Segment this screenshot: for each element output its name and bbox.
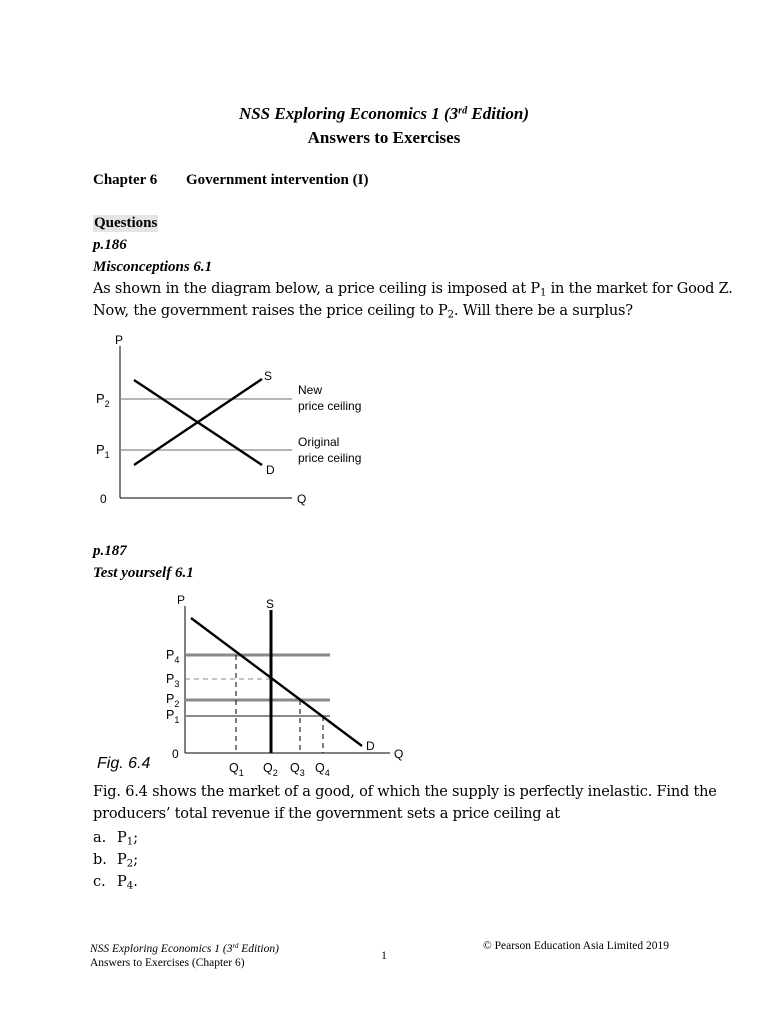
- document-title: NSS Exploring Economics 1 (3rd Edition): [238, 104, 530, 123]
- page-number: 1: [381, 950, 387, 962]
- supply-label: S: [264, 369, 273, 383]
- chapter-number: Chapter 6: [93, 172, 158, 188]
- origin-label: 0: [100, 492, 107, 506]
- q-axis-label: Q: [297, 492, 307, 506]
- section-heading-misconceptions: Misconceptions 6.1: [93, 259, 213, 275]
- copyright-notice: © Pearson Education Asia Limited 2019: [483, 940, 669, 952]
- question-text-line: producers’ total revenue if the government sets a price ceiling at: [93, 806, 560, 822]
- footer-book-subtitle: Answers to Exercises (Chapter 6): [90, 956, 245, 969]
- q3-label: $Q_3$: [290, 761, 305, 778]
- p-axis-label: P: [177, 593, 186, 607]
- original-ceiling-label-2: price ceiling: [298, 451, 362, 465]
- price-ceiling-diagram: [90, 328, 390, 513]
- document-subtitle: Answers to Exercises: [307, 128, 461, 147]
- origin-label: 0: [172, 747, 179, 761]
- answer-option-c: c. $P_4$.: [93, 874, 138, 892]
- p2-label: $P_2$: [96, 391, 110, 409]
- p3-label: $P_3$: [166, 672, 180, 689]
- new-ceiling-label-2: price ceiling: [298, 399, 362, 413]
- q1-label: $Q_1$: [229, 761, 244, 778]
- demand-label: D: [366, 739, 375, 753]
- p-axis-label: P: [115, 333, 124, 347]
- p1-label: $P_1$: [96, 442, 110, 460]
- footer-book-title: NSS Exploring Economics 1 (3rd Edition): [90, 942, 279, 955]
- fig-6-4-diagram: [90, 588, 410, 778]
- answer-option-b: b. $P_2$;: [93, 852, 139, 870]
- chapter-title: Government intervention (I): [186, 172, 369, 188]
- supply-label: S: [266, 597, 275, 611]
- q2-label: $Q_2$: [263, 761, 278, 778]
- page-reference-1: p.186: [93, 237, 127, 253]
- p1-label: $P_1$: [166, 708, 180, 725]
- p2-label: $P_2$: [166, 692, 180, 709]
- chapter-heading: [93, 172, 368, 189]
- page-reference-2: p.187: [93, 543, 127, 559]
- original-ceiling-label-1: Original: [298, 435, 340, 449]
- section-heading-test-yourself: Test yourself 6.1: [93, 565, 194, 581]
- question-text-line: Now, the government raises the price ceiling to $P_2$. Will there be a surplus?: [93, 303, 633, 321]
- demand-curve: [191, 618, 362, 746]
- p4-label: $P_4$: [166, 648, 180, 665]
- q-axis-label: Q: [394, 747, 404, 761]
- figure-label: Fig. 6.4: [97, 755, 151, 772]
- new-ceiling-label-1: New: [298, 383, 323, 397]
- demand-label: D: [266, 463, 275, 477]
- questions-heading: Questions: [94, 215, 158, 231]
- q4-label: $Q_4$: [315, 761, 330, 778]
- question-text-line: Fig. 6.4 shows the market of a good, of which the supply is perfectly inelastic. Find the: [93, 784, 717, 800]
- question-text-line: As shown in the diagram below, a price ceiling is imposed at $P_1$ in the market for Good Z.: [93, 281, 733, 299]
- answer-option-a: a. $P_1$;: [93, 830, 139, 848]
